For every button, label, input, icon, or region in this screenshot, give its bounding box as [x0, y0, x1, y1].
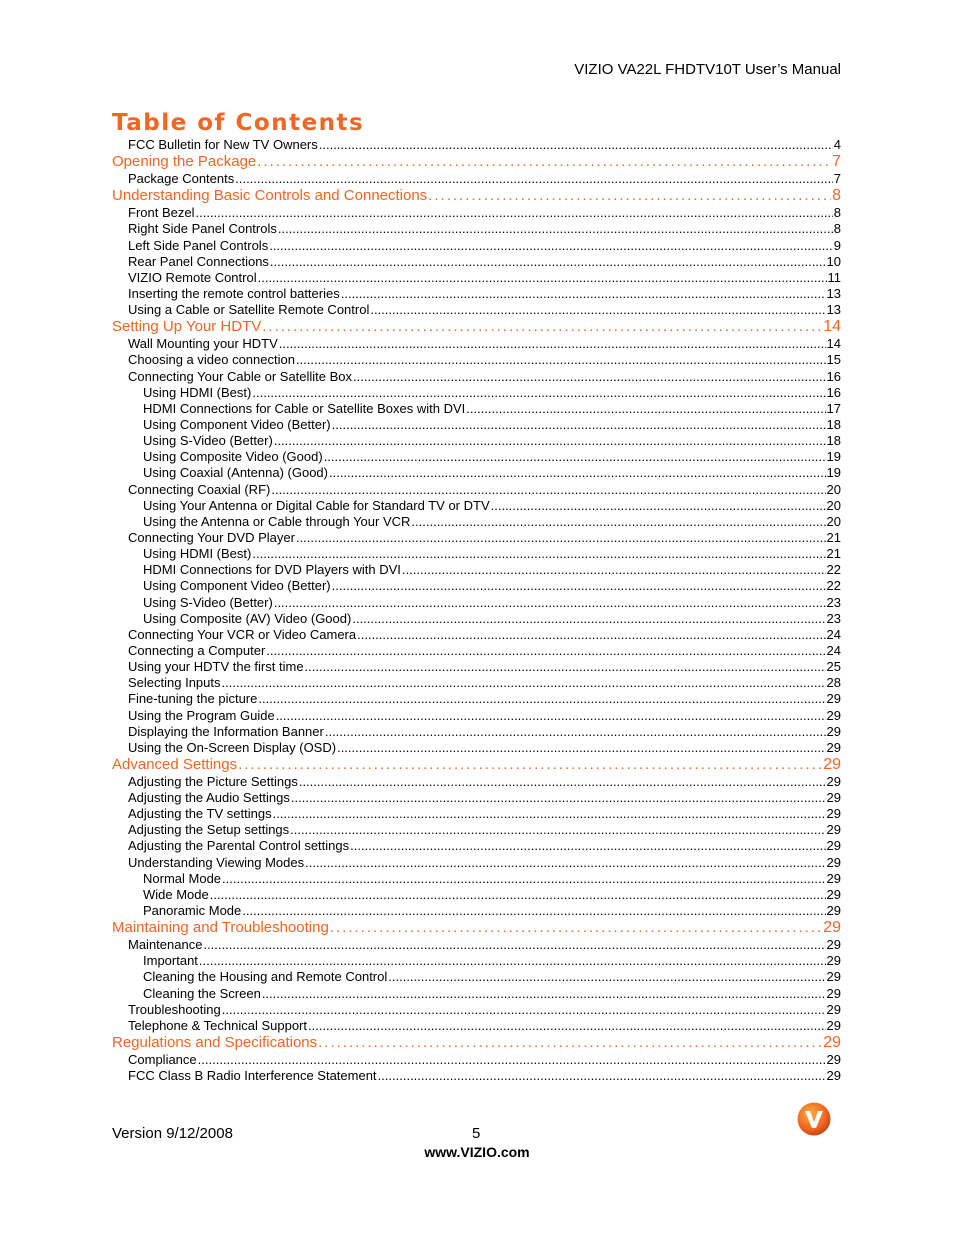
toc-entry-title: Using S-Video (Better): [143, 594, 273, 610]
toc-dot-leader: [319, 138, 833, 151]
toc-dot-leader: [411, 515, 825, 528]
toc-dot-leader: [332, 579, 826, 592]
toc-dot-leader: [276, 709, 826, 722]
toc-dot-leader: [269, 239, 833, 252]
toc-entry-title: FCC Class B Radio Interference Statement: [128, 1068, 377, 1084]
toc-dot-leader: [318, 1035, 822, 1050]
toc-entry-title: Telephone & Technical Support: [128, 1017, 307, 1033]
toc-dot-leader: [324, 450, 826, 463]
toc-entry-title: Displaying the Information Banner: [128, 723, 324, 739]
toc-dot-leader: [296, 353, 826, 366]
toc-dot-leader: [296, 531, 826, 544]
toc-entry-page: 9: [833, 237, 841, 253]
toc-entry-page: 8: [832, 187, 841, 205]
toc-dot-leader: [270, 255, 826, 268]
toc-entry-page: 29: [823, 919, 841, 937]
toc-entry-page: 24: [826, 642, 841, 658]
toc-entry-title: Wide Mode: [143, 886, 209, 902]
toc-entry-title: Using Component Video (Better): [143, 578, 331, 594]
toc-entry[interactable]: [112, 238, 841, 254]
toc-entry-page: 29: [826, 854, 841, 870]
footer-version: Version 9/12/2008: [112, 1125, 233, 1142]
toc-dot-leader: [273, 807, 826, 820]
toc-entry[interactable]: [112, 465, 841, 481]
toc-entry[interactable]: [112, 578, 841, 594]
toc-dot-leader: [210, 888, 826, 901]
toc-entry-page: 29: [826, 870, 841, 886]
toc-dot-leader: [466, 402, 825, 415]
toc-entry-page: 18: [826, 416, 841, 432]
toc-dot-leader: [258, 692, 825, 705]
toc-dot-leader: [305, 856, 825, 869]
toc-dot-leader: [329, 466, 826, 479]
toc-entry[interactable]: [112, 643, 841, 659]
toc-entry[interactable]: [112, 855, 841, 871]
toc-dot-leader: [274, 596, 826, 609]
toc-entry[interactable]: [112, 937, 841, 953]
footer-page-number: 5: [472, 1125, 481, 1142]
toc-entry-title: FCC Bulletin for New TV Owners: [128, 137, 318, 152]
toc-entry-title: Wall Mounting your HDTV: [128, 336, 278, 352]
toc-entry[interactable]: [112, 336, 841, 352]
toc-entry[interactable]: [112, 986, 841, 1002]
toc-entry-title: Using Composite (AV) Video (Good): [143, 610, 352, 626]
toc-entry-page: 29: [826, 985, 841, 1001]
toc-entry-title: Advanced Settings: [112, 755, 238, 773]
toc-entry-page: 14: [826, 336, 841, 352]
toc-entry-page: 10: [826, 253, 841, 269]
toc-entry-page: 19: [826, 465, 841, 481]
toc-entry[interactable]: [112, 369, 841, 385]
toc-entry-title: HDMI Connections for Cable or Satellite Boxes with DVI: [143, 400, 466, 416]
toc-entry-page: 29: [826, 838, 841, 854]
toc-entry-title: Using a Cable or Satellite Remote Control: [128, 302, 370, 318]
toc-entry-page: 21: [826, 546, 841, 562]
toc-entry-page: 4: [833, 137, 841, 152]
toc-entry-page: 19: [826, 449, 841, 465]
toc-entry-title: Selecting Inputs: [128, 675, 221, 691]
toc-entry-title: Important: [143, 953, 198, 969]
toc-dot-leader: [352, 612, 825, 625]
toc-dot-leader: [388, 970, 825, 983]
toc-entry[interactable]: [112, 903, 841, 919]
toc-entry[interactable]: [112, 352, 841, 368]
toc-entry-page: 14: [823, 318, 841, 336]
toc-entry-page: 21: [826, 529, 841, 545]
toc-dot-leader: [357, 628, 825, 641]
toc-dot-leader: [299, 775, 826, 788]
toc-entry-title: Adjusting the TV settings: [128, 806, 272, 822]
toc-dot-leader: [290, 823, 825, 836]
toc-dot-leader: [350, 839, 825, 852]
toc-dot-leader: [308, 1019, 826, 1032]
toc-entry-title: Using Your Antenna or Digital Cable for Standard TV or DTV: [143, 497, 490, 513]
toc-entry-title: Understanding Basic Controls and Connections: [112, 187, 428, 205]
toc-entry-title: Right Side Panel Controls: [128, 221, 277, 237]
toc-entry[interactable]: [112, 1068, 841, 1084]
toc-entry-title: Understanding Viewing Modes: [128, 854, 305, 870]
toc-entry-page: 25: [826, 659, 841, 675]
toc-dot-leader: [203, 938, 825, 951]
toc-dot-leader: [378, 1069, 826, 1082]
toc-entry[interactable]: [112, 385, 841, 401]
toc-entry-page: 18: [826, 433, 841, 449]
toc-entry-title: Using Composite Video (Good): [143, 449, 323, 465]
toc-entry[interactable]: [112, 790, 841, 806]
toc-entry[interactable]: [112, 611, 841, 627]
toc-entry[interactable]: [112, 482, 841, 498]
toc-entry[interactable]: [112, 822, 841, 838]
toc-entry-page: 29: [826, 691, 841, 707]
toc-entry-title: Using the On-Screen Display (OSD): [128, 739, 337, 755]
toc-entry-page: 29: [826, 969, 841, 985]
toc-entry-page: 7: [833, 171, 841, 187]
toc-entry[interactable]: [112, 724, 841, 740]
toc-entry-title: Compliance: [128, 1052, 197, 1068]
toc-entry-title: Left Side Panel Controls: [128, 237, 269, 253]
toc-entry-page: 29: [826, 707, 841, 723]
toc-entry-title: Front Bezel: [128, 205, 195, 221]
toc-entry-title: Troubleshooting: [128, 1001, 221, 1017]
toc-dot-leader: [198, 1053, 826, 1066]
toc-entry-page: 7: [832, 153, 841, 171]
toc-entry-page: 22: [826, 578, 841, 594]
toc-entry[interactable]: [112, 627, 841, 643]
toc-entry-title: Regulations and Specifications: [112, 1034, 318, 1052]
toc-dot-leader: [222, 872, 826, 885]
toc-dot-leader: [353, 370, 825, 383]
toc-dot-leader: [222, 676, 826, 689]
toc-entry-page: 29: [826, 1068, 841, 1084]
toc-entry[interactable]: [112, 740, 841, 756]
toc-dot-leader: [279, 337, 826, 350]
toc-entry-page: 29: [826, 773, 841, 789]
toc-entry[interactable]: [112, 546, 841, 562]
toc-entry[interactable]: [112, 1002, 841, 1018]
toc-section-entry[interactable]: [112, 919, 841, 937]
toc-entry[interactable]: [112, 433, 841, 449]
toc-entry[interactable]: [112, 806, 841, 822]
toc-entry-title: Using S-Video (Better): [143, 433, 273, 449]
toc-entry-page: 29: [826, 822, 841, 838]
toc-entry-title: Fine-tuning the picture: [128, 691, 258, 707]
toc-entry-page: 16: [826, 384, 841, 400]
toc-entry[interactable]: [112, 969, 841, 985]
toc-entry-page: 22: [826, 562, 841, 578]
toc-dot-leader: [266, 644, 825, 657]
toc-entry-page: 29: [823, 755, 841, 773]
toc-entry-title: Inserting the remote control batteries: [128, 285, 340, 301]
toc-entry[interactable]: [112, 675, 841, 691]
toc-dot-leader: [291, 791, 826, 804]
toc-entry-page: 13: [826, 302, 841, 318]
toc-entry-title: Using Coaxial (Antenna) (Good): [143, 465, 328, 481]
toc-entry[interactable]: [112, 137, 841, 153]
toc-dot-leader: [370, 303, 825, 316]
toc-entry[interactable]: [112, 514, 841, 530]
toc-entry[interactable]: [112, 562, 841, 578]
toc-dot-leader: [341, 287, 826, 300]
toc-entry[interactable]: [112, 774, 841, 790]
toc-entry[interactable]: [112, 302, 841, 318]
toc-entry-title: Connecting Your VCR or Video Camera: [128, 626, 357, 642]
toc-entry-title: Choosing a video connection: [128, 352, 295, 368]
toc-entry-page: 29: [826, 739, 841, 755]
toc-dot-leader: [402, 563, 826, 576]
toc-entry-page: 16: [826, 368, 841, 384]
toc-entry[interactable]: [112, 205, 841, 221]
toc-dot-leader: [195, 206, 832, 219]
toc-entry-page: 17: [826, 400, 841, 416]
toc-entry[interactable]: [112, 498, 841, 514]
toc-entry-title: Cleaning the Housing and Remote Control: [143, 969, 388, 985]
toc-entry-title: Using your HDTV the first time: [128, 659, 304, 675]
toc-dot-leader: [257, 154, 831, 169]
table-of-contents: [112, 137, 841, 1084]
toc-entry-page: 20: [826, 497, 841, 513]
toc-dot-leader: [242, 904, 825, 917]
toc-section-entry[interactable]: [112, 318, 841, 336]
toc-entry[interactable]: [112, 286, 841, 302]
toc-entry-title: Panoramic Mode: [143, 903, 242, 919]
toc-entry-title: Cleaning the Screen: [143, 985, 261, 1001]
toc-entry-title: Opening the Package: [112, 153, 257, 171]
toc-title: Table of Contents: [112, 110, 365, 136]
toc-entry-title: HDMI Connections for DVD Players with DVI: [143, 562, 401, 578]
toc-dot-leader: [491, 499, 826, 512]
toc-section-entry[interactable]: [112, 1034, 841, 1052]
toc-entry-title: Package Contents: [128, 171, 235, 187]
toc-entry-page: 8: [833, 205, 841, 221]
toc-entry-page: 24: [826, 626, 841, 642]
vizio-v-logo-icon: [797, 1102, 831, 1136]
toc-entry-page: 29: [826, 886, 841, 902]
toc-entry-page: 29: [826, 1017, 841, 1033]
toc-dot-leader: [274, 434, 826, 447]
toc-dot-leader: [428, 188, 831, 203]
toc-entry-page: 29: [826, 806, 841, 822]
toc-entry-page: 23: [826, 610, 841, 626]
toc-entry[interactable]: [112, 691, 841, 707]
toc-entry[interactable]: [112, 953, 841, 969]
toc-entry-page: 8: [833, 221, 841, 237]
toc-dot-leader: [199, 954, 826, 967]
toc-entry-title: Normal Mode: [143, 870, 222, 886]
toc-dot-leader: [325, 725, 826, 738]
toc-entry-title: Using HDMI (Best): [143, 384, 252, 400]
toc-entry-title: Maintaining and Troubleshooting: [112, 919, 329, 937]
toc-dot-leader: [337, 741, 825, 754]
toc-entry-title: VIZIO Remote Control: [128, 269, 257, 285]
toc-entry[interactable]: [112, 449, 841, 465]
toc-entry[interactable]: [112, 270, 841, 286]
toc-entry-page: 29: [826, 1001, 841, 1017]
toc-entry[interactable]: [112, 221, 841, 237]
toc-entry-title: Adjusting the Setup settings: [128, 822, 290, 838]
toc-dot-leader: [238, 757, 822, 772]
toc-entry-title: Connecting Your Cable or Satellite Box: [128, 368, 353, 384]
toc-entry-title: Connecting Coaxial (RF): [128, 481, 271, 497]
toc-entry-title: Adjusting the Picture Settings: [128, 773, 298, 789]
toc-entry-title: Connecting Your DVD Player: [128, 529, 295, 545]
toc-section-entry[interactable]: [112, 756, 841, 774]
toc-dot-leader: [278, 222, 833, 235]
toc-entry-title: Adjusting the Audio Settings: [128, 790, 290, 806]
toc-section-entry[interactable]: [112, 153, 841, 171]
toc-dot-leader: [332, 418, 826, 431]
toc-dot-leader: [271, 483, 825, 496]
toc-entry-page: 29: [823, 1034, 841, 1052]
toc-entry-page: 29: [826, 903, 841, 919]
toc-entry[interactable]: [112, 659, 841, 675]
toc-dot-leader: [222, 1003, 826, 1016]
toc-entry[interactable]: [112, 871, 841, 887]
toc-dot-leader: [262, 987, 826, 1000]
toc-entry-page: 20: [826, 481, 841, 497]
toc-entry[interactable]: [112, 417, 841, 433]
toc-entry[interactable]: [112, 887, 841, 903]
toc-dot-leader: [330, 920, 822, 935]
toc-dot-leader: [252, 547, 825, 560]
toc-entry[interactable]: [112, 171, 841, 187]
toc-entry-page: 29: [826, 937, 841, 953]
toc-entry[interactable]: [112, 530, 841, 546]
footer-url[interactable]: www.VIZIO.com: [424, 1144, 530, 1160]
toc-entry[interactable]: [112, 708, 841, 724]
toc-section-entry[interactable]: [112, 187, 841, 205]
toc-entry[interactable]: [112, 595, 841, 611]
toc-entry-page: 13: [826, 285, 841, 301]
toc-entry-title: Using HDMI (Best): [143, 546, 252, 562]
toc-entry[interactable]: [112, 401, 841, 417]
toc-dot-leader: [262, 319, 822, 334]
toc-entry-title: Rear Panel Connections: [128, 253, 269, 269]
toc-entry-title: Connecting a Computer: [128, 642, 266, 658]
toc-dot-leader: [235, 172, 833, 185]
toc-entry-title: Maintenance: [128, 937, 203, 953]
toc-dot-leader: [258, 271, 827, 284]
toc-entry-page: 20: [826, 513, 841, 529]
toc-dot-leader: [252, 386, 825, 399]
toc-entry-page: 15: [826, 352, 841, 368]
toc-entry-page: 28: [826, 675, 841, 691]
toc-entry-page: 29: [826, 790, 841, 806]
toc-entry[interactable]: [112, 254, 841, 270]
toc-entry-title: Using the Program Guide: [128, 707, 275, 723]
toc-entry-title: Setting Up Your HDTV: [112, 318, 262, 336]
toc-entry-page: 29: [826, 1052, 841, 1068]
toc-dot-leader: [305, 660, 826, 673]
toc-entry-title: Using the Antenna or Cable through Your VCR: [143, 513, 411, 529]
toc-entry-title: Using Component Video (Better): [143, 416, 331, 432]
toc-entry-page: 29: [826, 723, 841, 739]
toc-entry-page: 11: [827, 269, 841, 285]
toc-entry[interactable]: [112, 838, 841, 854]
toc-entry[interactable]: [112, 1052, 841, 1068]
toc-entry-page: 23: [826, 594, 841, 610]
toc-entry[interactable]: [112, 1018, 841, 1034]
toc-entry-title: Adjusting the Parental Control settings: [128, 838, 350, 854]
toc-entry-page: 29: [826, 953, 841, 969]
page-header: VIZIO VA22L FHDTV10T User’s Manual: [574, 61, 841, 78]
